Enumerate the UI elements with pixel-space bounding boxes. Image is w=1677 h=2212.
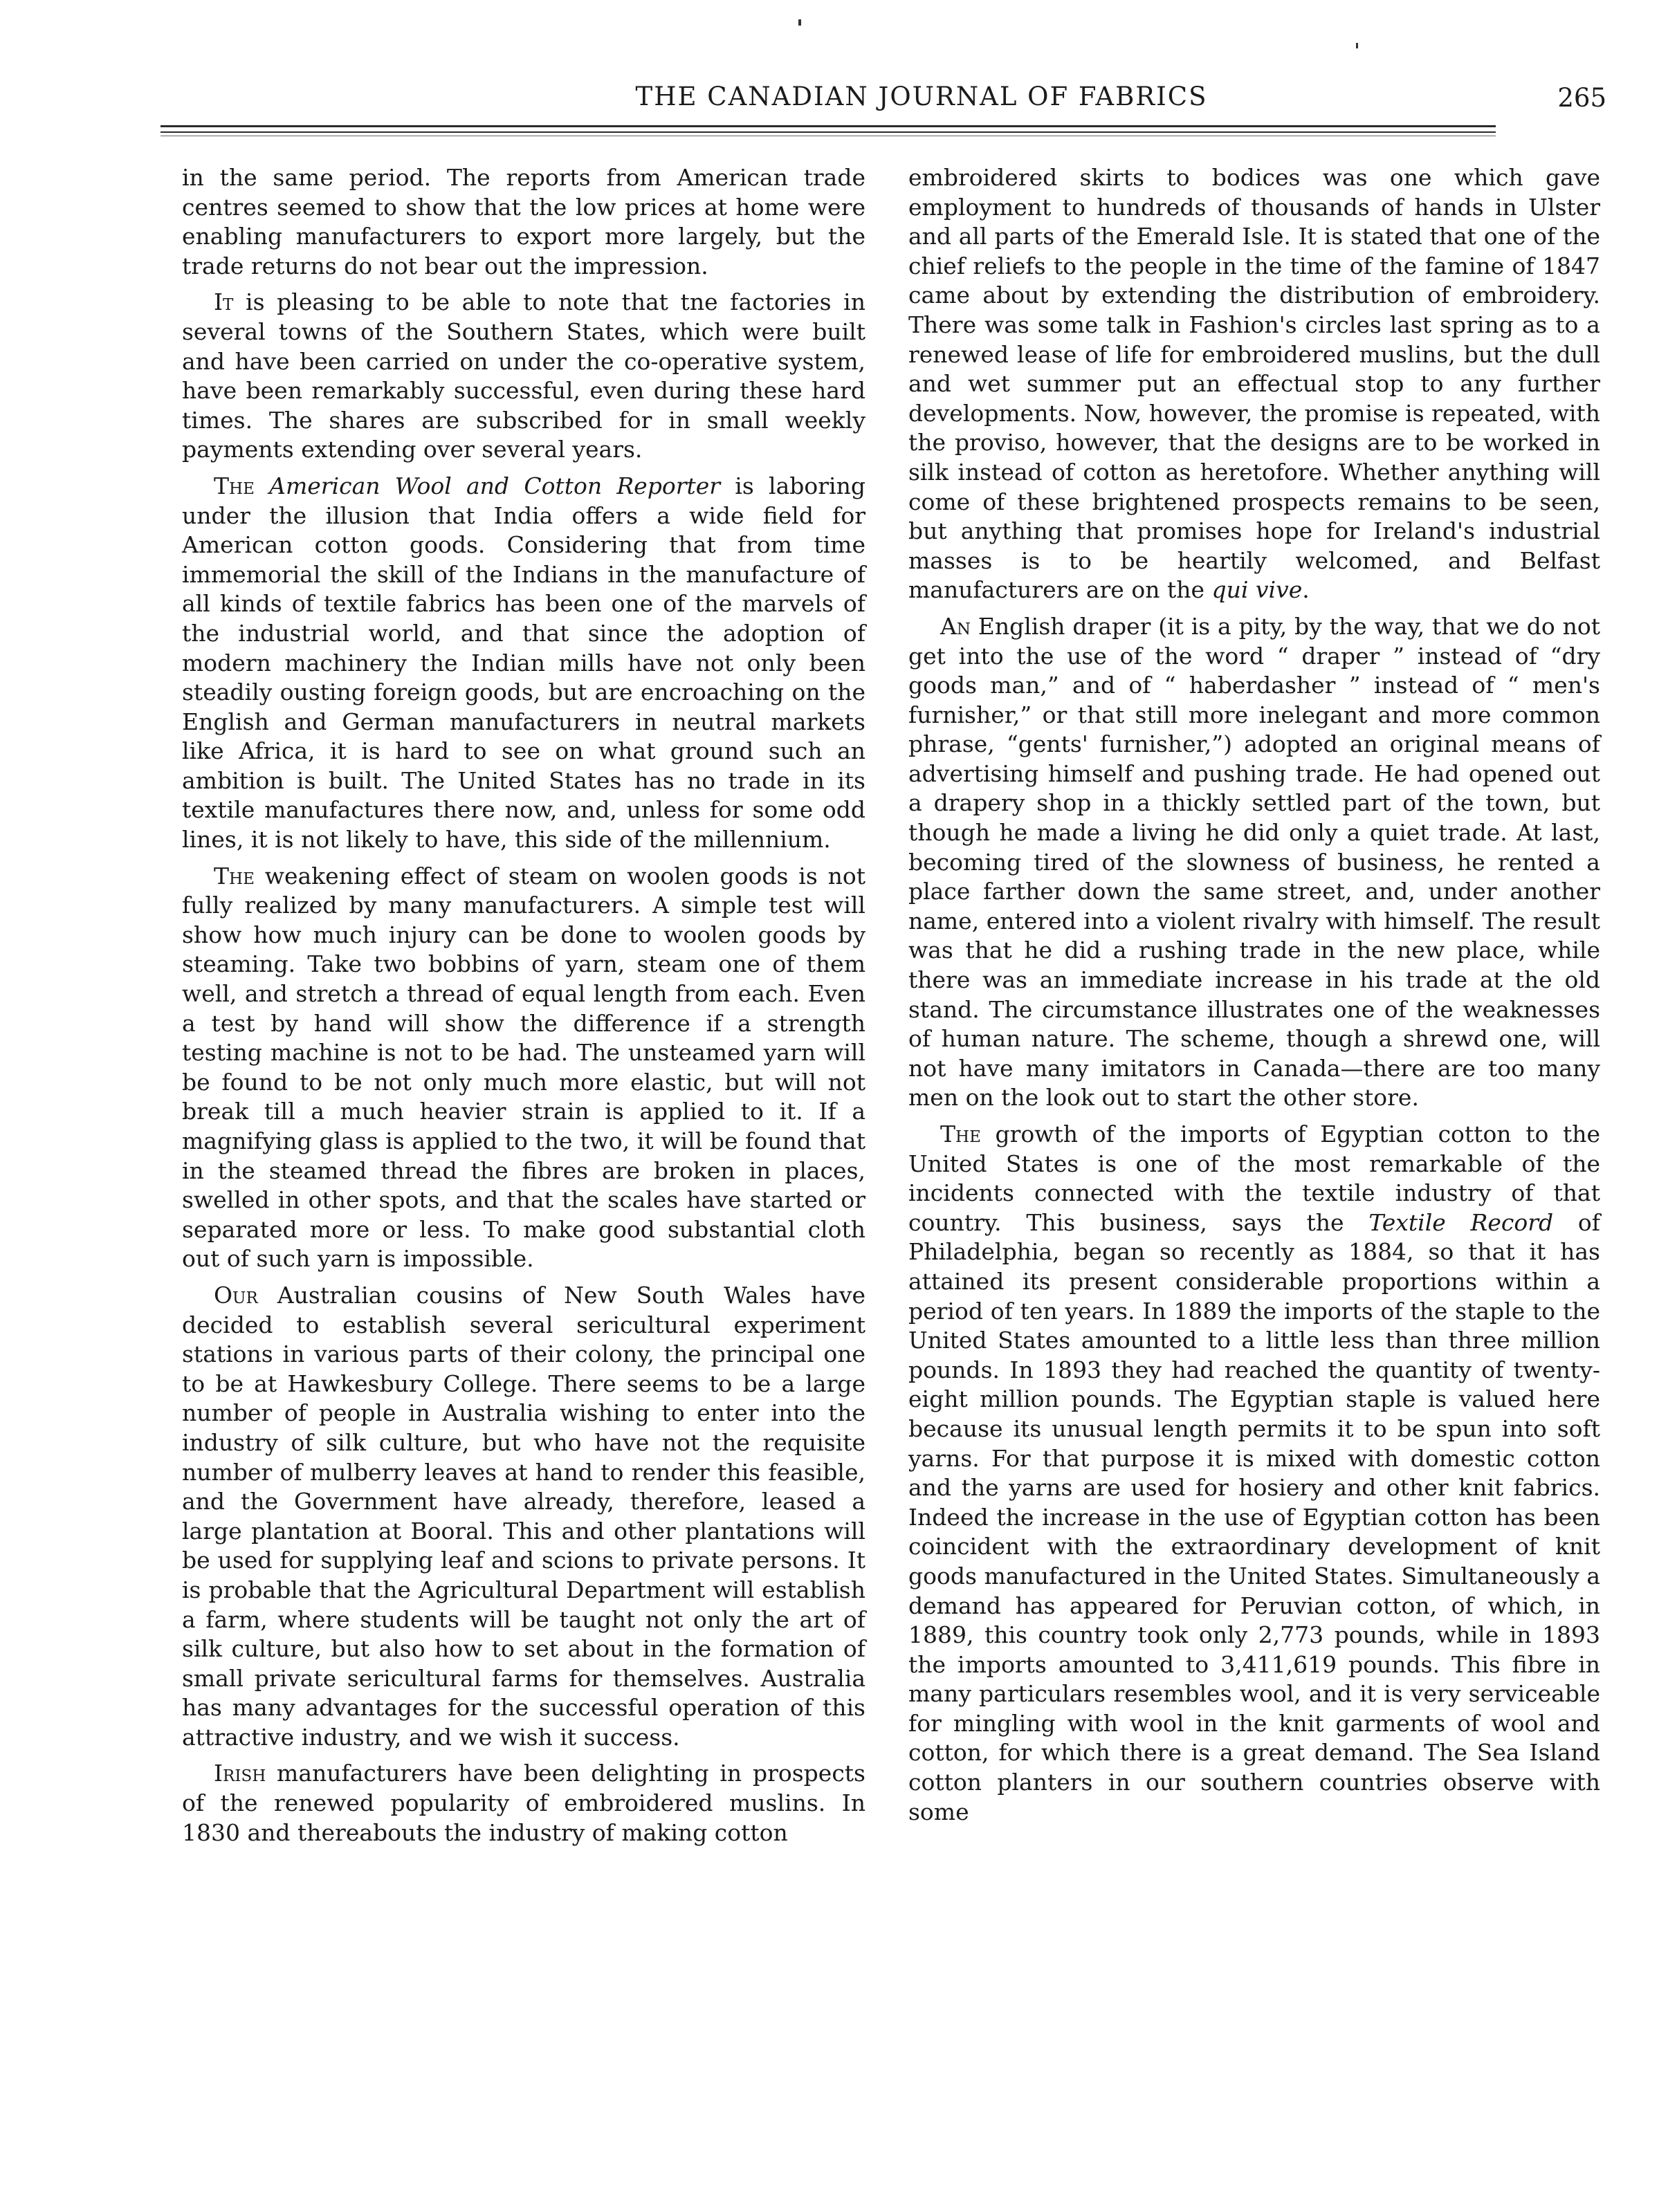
lead-word: An	[940, 612, 971, 640]
header-rule-thick	[161, 125, 1496, 127]
paragraph-text: weakening effect of steam on woolen goods is not fully realized by many manufacturers. A simple test will show how much injury can be done to woolen goods by steaming. Take two bobbins of yarn, steam one of them well, and stretch a thread of equal length from each. Even a test by hand will show the difference if a strength testing machine is not to be had. The unsteamed yarn will be found to be not only much more elastic, but will not break till a much heavier strain is applied to it. If a magnifying glass is applied to the two, it will be found that in the steamed thread the fibres are broken in places, swelled in other spots, and that the scales have started or separated more or less. To make good substantial cloth out of such yarn is impossible.	[182, 862, 865, 1273]
journal-title: THE CANADIAN JOURNAL OF FABRICS	[635, 82, 1208, 111]
paragraph-text: is laboring under the illusion that India offers a wide field for American cotton goods. Considering that from time immemorial the skill of the Indians in the manufacture of all kinds of textile fabrics has been one of the marvels of the industrial world, and that since the adoption of modern machinery the Indian mills have not only been steadily ousting foreign goods, but are encroaching on the English and German manufacturers in neutral markets like Africa, it is hard to see on what ground such an ambition is built. The United States has no trade in its textile manufactures there now, and, unless for some odd lines, it is not likely to have, this side of the millennium.	[182, 472, 865, 854]
paragraph-australian-sericulture	[182, 1281, 865, 1753]
lead-word: The	[940, 1121, 981, 1148]
paragraph-egyptian-cotton	[908, 1120, 1600, 1827]
header-rule-middle	[161, 131, 1496, 133]
lead-word: It	[214, 288, 234, 316]
left-column	[182, 163, 865, 1854]
paragraph-text: .	[1302, 576, 1310, 604]
paragraph-english-draper	[908, 612, 1600, 1113]
paragraph-trade-reports	[182, 163, 865, 281]
paragraph-text: English draper (it is a pity, by the way, that we do not get into the use of the word “ draper ” instead of “dry goods man,” and of “ haberdasher ” instead of “ men's furnisher,” or that still more inelegant and more common phrase, “gents' furnisher,”) adopted an original means of advertising himself and pushing trade. He had opened out a drapery shop in a thickly settled part of the town, but though he made a living he did only a quiet trade. At last, becoming tired of the slowness of business, he rented a place farther down the same street, and, under another name, entered into a violent rivalry with himself. The result was that he did a rushing trade in the new place, while there was an immediate increase in his trade at the old stand. The circumstance illustrates one of the weaknesses of human nature. The scheme, though a shrewd one, will not have many imitators in Canada—there are too many men on the look out to start the other store.	[908, 612, 1600, 1112]
publication-title: Textile Record	[1368, 1208, 1554, 1236]
publication-title: American Wool and Cotton Reporter	[269, 472, 721, 499]
right-column	[908, 163, 1600, 1834]
paragraph-text: Australian cousins of New South Wales have decided to establish several sericultural experiment stations in various parts of their colony, the principal one to be at Hawkesbury College. There seems to be a large number of people in Australia wishing to enter into the industry of silk culture, but who have not the requisite number of mulberry leaves at hand to render this feasible, and the Government have already, therefore, leased a large plantation at Booral. This and other plantations will be used for supplying leaf and scions to private persons. It is probable that the Agricultural Department will establish a farm, where students will be taught not only the art of silk culture, but also how to set about in the formation of small private sericultural farms for themselves. Australia has many advantages for the successful operation of this attractive industry, and we wish it success.	[182, 1281, 865, 1751]
paragraph-text: in the same period. The reports from American trade centres seemed to show that the low prices at home were enabling manufacturers to export more largely, but the trade returns do not bear out the impression.	[182, 164, 865, 279]
lead-word: Our	[214, 1281, 258, 1309]
lead-word: Irish	[214, 1760, 266, 1787]
lead-word: The	[214, 862, 255, 890]
paragraph-southern-factories	[182, 288, 865, 465]
paragraph-irish-muslins	[182, 1759, 865, 1847]
page-number: 265	[1557, 83, 1606, 113]
paragraph-india-cotton	[182, 472, 865, 855]
paragraph-text: of Philadelphia, began so recently as 1884, so that it has attained its present considerable proportions within a period of ten years. In 1889 the imports of the staple to the United States amounted to a little less than three million pounds. In 1893 they had reached the quantity of twenty-eight million pounds. The Egyptian staple is valued here because its unusual length permits it to be spun into soft yarns. For that purpose it is mixed with domestic cotton and the yarns are used for hosiery and other knit fabrics. Indeed the increase in the use of Egyptian cotton has been coincident with the extraordinary development of knit goods manufactured in the United States. Simultaneously a demand has appeared for Peruvian cotton, of which, in 1889, this country took only 2,773 pounds, while in 1893 the imports amounted to 3,411,619 pounds. This fibre in many particulars resembles wool, and it is very serviceable for mingling with wool in the knit garments of wool and cotton, for which there is a great demand. The Sea Island cotton planters in our southern countries observe with some	[908, 1208, 1601, 1825]
lead-word: The	[214, 472, 255, 499]
paragraph-steam-effect	[182, 862, 865, 1274]
print-speck	[1356, 43, 1358, 48]
paragraph-text: is pleasing to be able to note that tne factories in several towns of the Southern States, which were built and have been carried on under the co-operative system, have been remarkably successful, even during these hard times. The shares are subscribed for in small weekly payments extending over several years.	[182, 288, 865, 463]
paragraph-text: growth of the imports of Egyptian cotton to the United States is one of the most remarkable of the incidents connected with the textile industry of that country. This business, says the	[908, 1121, 1600, 1236]
page-header	[161, 82, 1606, 123]
paragraph-embroidery-continued	[908, 163, 1600, 605]
paragraph-text: manufacturers have been delighting in prospects of the renewed popularity of embroidered muslins. In 1830 and thereabouts the industry of making cotton	[182, 1760, 865, 1846]
paragraph-text: embroidered skirts to bodices was one which gave employment to hundreds of thousands of hands in Ulster and all parts of the Emerald Isle. It is stated that one of the chief reliefs to the people in the time of the famine of 1847 came about by extending the distribution of embroidery. There was some talk in Fashion's circles last spring as to a renewed lease of life for embroidered muslins, but the dull and wet summer put an effectual stop to any further developments. Now, however, the promise is repeated, with the proviso, however, that the designs are to be worked in silk instead of cotton as heretofore. Whether anything will come of these brightened prospects remains to be seen, but anything that promises hope for Ireland's industrial masses is to be heartily welcomed, and Belfast manufacturers are on the	[908, 164, 1600, 604]
italic-phrase: qui vive	[1211, 576, 1303, 604]
print-speck	[798, 19, 801, 26]
